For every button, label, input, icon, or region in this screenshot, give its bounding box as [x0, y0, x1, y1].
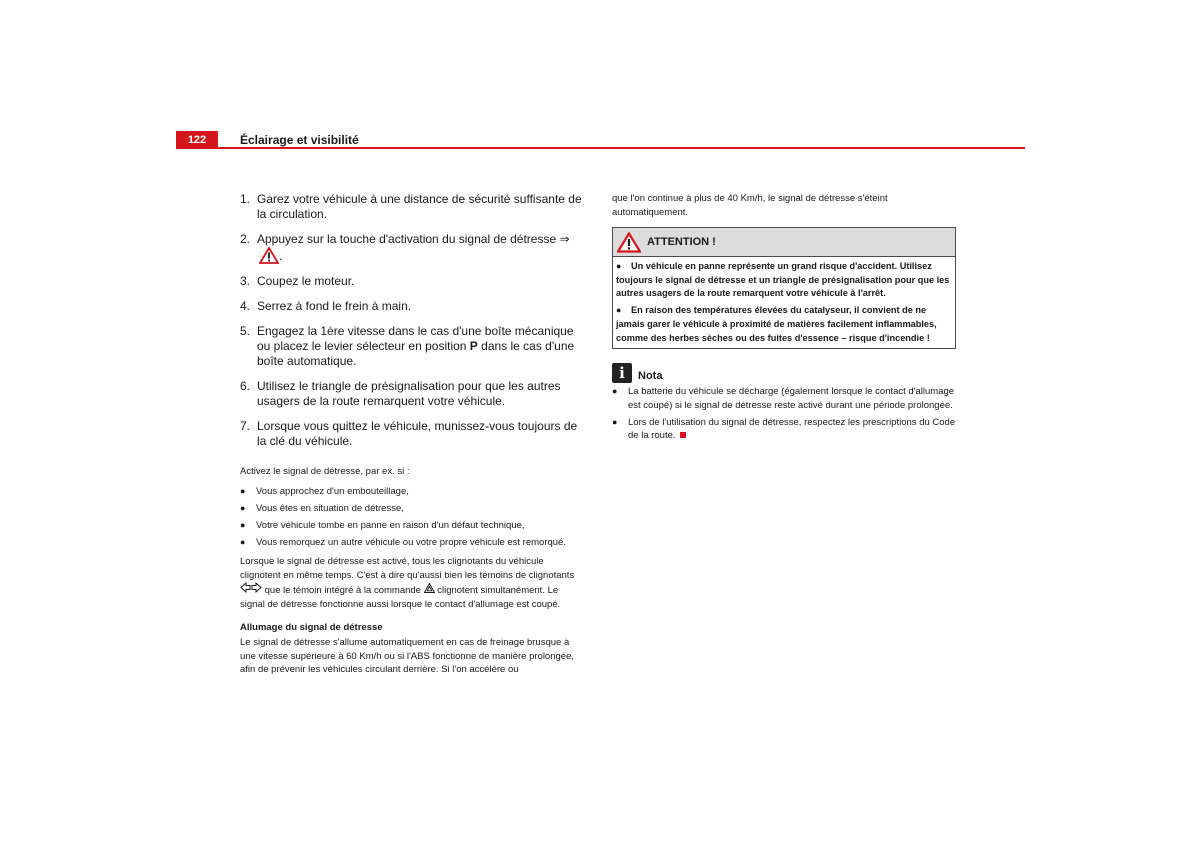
attention-box	[612, 227, 956, 349]
list-item-text: Vous remorquez un autre véhicule ou votre propre véhicule est remorqué.	[256, 536, 566, 548]
nota-title: Nota	[638, 370, 663, 383]
step-text: Utilisez le triangle de présignalisation pour que les autres usagers de la route remarquent votre véhicule.	[257, 379, 561, 408]
step-item	[240, 379, 585, 409]
list-item-text: Votre véhicule tombe en panne en raison d'un défaut technique,	[256, 519, 525, 531]
step-text-suffix: .	[279, 249, 283, 263]
nota-list	[612, 385, 957, 443]
active-paragraph-text: Lorsque le signal de détresse est activé, tous les clignotants du véhicule clignotent en même temps. C'est à dire qu'aussi bien les témoins de clignotants	[240, 556, 575, 581]
active-paragraph-text: que le témoin intégré à la commande	[262, 585, 424, 596]
attention-item	[616, 260, 952, 301]
step-text-main: Appuyez sur la touche d'activation du signal de détresse ⇒	[257, 232, 570, 246]
step-item	[240, 192, 585, 222]
step-text: Garez votre véhicule à une distance de sécurité suffisante de la circulation.	[257, 192, 582, 221]
info-icon: i	[612, 363, 632, 383]
bullet-icon: ●	[240, 502, 246, 513]
turn-signal-icon	[240, 582, 262, 598]
list-item-text	[628, 416, 957, 443]
step-text: Coupez le moteur.	[257, 274, 355, 288]
bullet-icon: ●	[616, 305, 622, 316]
step-number: 2.	[240, 232, 251, 246]
auto-section-heading: Allumage du signal de détresse	[240, 622, 383, 633]
bullet-icon: ●	[240, 485, 246, 496]
steps-list	[240, 192, 585, 449]
selector-position-p: P	[469, 339, 478, 353]
step-number: 3.	[240, 274, 251, 288]
attention-body	[613, 257, 955, 348]
attention-item	[616, 304, 952, 345]
list-item	[612, 385, 957, 412]
auto-section-continuation: que l'on continue à plus de 40 Km/h, le signal de détresse s'éteint automatiquement.	[612, 193, 888, 218]
active-paragraph-text: clignotent simultanément. Le signal de détresse fonctionne aussi lorsque le contact d'allumage est coupé.	[240, 585, 561, 610]
list-item-text: La batterie du véhicule se décharge (également lorsque le contact d'allumage est coupé) si le signal de détresse reste activé durant une période prolongée.	[628, 386, 955, 411]
left-column	[240, 192, 585, 683]
step-item	[240, 324, 585, 369]
step-number: 7.	[240, 419, 251, 433]
bullet-icon: ●	[240, 536, 246, 547]
nota-header	[612, 363, 957, 383]
end-of-section-marker	[680, 432, 686, 438]
list-item	[240, 502, 585, 516]
step-text	[257, 324, 585, 369]
step-text: Lorsque vous quittez le véhicule, munissez-vous toujours de la clé du véhicule.	[257, 419, 578, 448]
step-number: 1.	[240, 192, 251, 206]
attention-item-text: Un véhicule en panne représente un grand risque d'accident. Utilisez toujours le signal de détresse et un triangle de présignalisation pour que les autres usagers de la route remarquent votre véhicule à l'arrêt.	[616, 261, 950, 299]
attention-header	[613, 228, 955, 257]
chapter-title: Éclairage et visibilité	[240, 133, 359, 147]
step-text-after: dans le cas d'une boîte automatique.	[257, 339, 575, 368]
step-text: Serrez à fond le frein à main.	[257, 299, 412, 313]
warning-triangle-icon	[259, 247, 279, 264]
auto-section-text: Le signal de détresse s'allume automatiquement en cas de freinage brusque à une vitesse supérieure à 60 Km/h ou si l'ABS fonctionne de manière prolongée, afin de prévenir les véhicules circulant derrière. Si l'on accélère ou	[240, 637, 574, 675]
list-item	[240, 536, 585, 550]
warning-triangle-icon	[617, 232, 641, 253]
bullet-icon: ●	[616, 261, 622, 271]
bullet-icon: ●	[612, 416, 618, 427]
attention-title: ATTENTION !	[647, 236, 716, 248]
hazard-button-icon	[424, 583, 435, 598]
activate-cases-list	[240, 485, 585, 550]
nota-item-text: Lors de l'utilisation du signal de détresse, respectez les prescriptions du Code de la route.	[628, 416, 956, 442]
bullet-icon: ●	[240, 519, 246, 530]
step-item	[240, 232, 585, 264]
step-number: 4.	[240, 299, 251, 313]
step-text-before: Engagez la 1ère vitesse dans le cas d'une boîte mécanique ou placez le levier sélecteur en position	[257, 324, 574, 353]
step-item	[240, 274, 585, 289]
list-item	[240, 519, 585, 533]
list-item-text: Vous êtes en situation de détresse,	[256, 502, 404, 514]
step-item	[240, 419, 585, 449]
attention-item-text: En raison des températures élevées du catalyseur, il convient de ne jamais garer le véhicule à proximité de matières facilement inflammables, comme des herbes sèches ou des fuites d'essence – risque d'incendie !	[616, 305, 937, 343]
page-number: 122	[176, 131, 218, 149]
step-item	[240, 299, 585, 314]
right-column	[612, 192, 957, 449]
header-rule	[176, 147, 1025, 149]
list-item	[240, 485, 585, 499]
step-text	[257, 232, 585, 264]
active-paragraph	[240, 555, 585, 611]
list-item-text: Vous approchez d'un embouteillage,	[256, 485, 409, 497]
activate-intro: Activez le signal de détresse, par ex. si :	[240, 466, 410, 477]
step-number: 5.	[240, 324, 251, 338]
bullet-icon: ●	[612, 386, 618, 397]
step-number: 6.	[240, 379, 251, 393]
list-item	[612, 416, 957, 443]
